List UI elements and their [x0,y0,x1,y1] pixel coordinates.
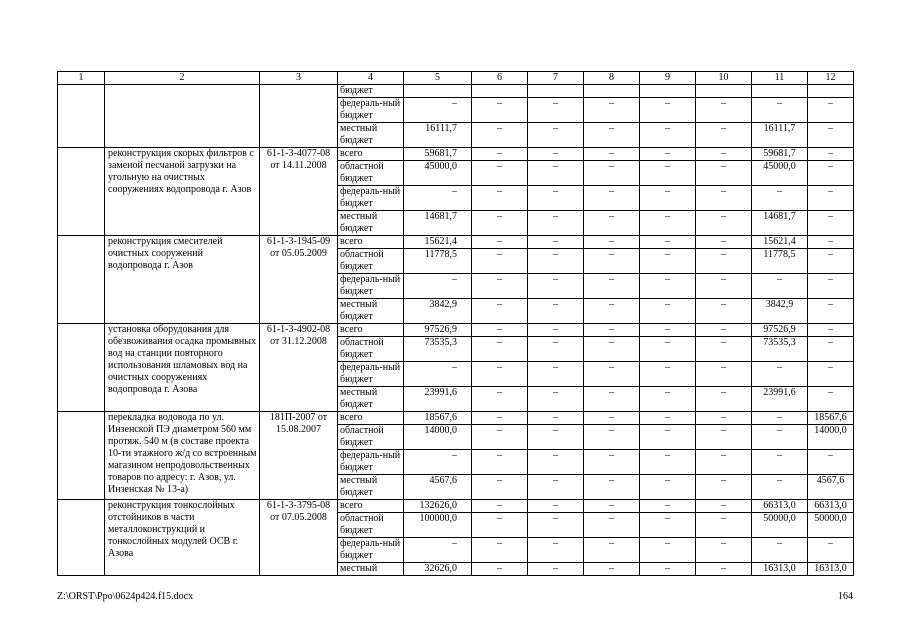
index-cell [58,412,105,500]
value-cell: – [808,387,854,412]
value-cell: – [528,563,584,576]
funding-source: областной бюджет [338,337,404,362]
value-cell: – [404,362,472,387]
value-cell: – [472,186,528,211]
value-cell: 16111,7 [752,123,808,148]
value-cell [528,85,584,98]
value-cell: – [640,236,696,249]
value-cell: 11778,5 [752,249,808,274]
funding-source: областной бюджет [338,249,404,274]
value-cell: 66313,0 [752,500,808,513]
value-cell: 73535,3 [752,337,808,362]
value-cell: – [584,337,640,362]
value-cell: – [528,186,584,211]
value-cell: – [472,538,528,563]
value-cell: – [640,450,696,475]
value-cell: 100000,0 [404,513,472,538]
column-number: 6 [472,72,528,85]
value-cell: – [640,337,696,362]
value-cell: – [472,324,528,337]
value-cell: – [528,324,584,337]
value-cell: – [640,500,696,513]
value-cell: 4567,6 [404,475,472,500]
value-cell: – [404,98,472,123]
value-cell: – [584,186,640,211]
value-cell: – [752,186,808,211]
value-cell: – [808,148,854,161]
value-cell: – [528,249,584,274]
value-cell: – [528,362,584,387]
value-cell: – [528,98,584,123]
value-cell: – [528,513,584,538]
value-cell: – [584,123,640,148]
value-cell [584,85,640,98]
value-cell: – [640,563,696,576]
object-name: перекладка водовода по ул. Инзенской ПЭ диаметром 560 мм протяж. 540 м (в составе проекта 10-ти этажного ж/д со встроенным магазином непродовольственных товаров по адресу: г. Азов, ул. Инзенская № 13-а) [105,412,260,500]
index-cell [58,236,105,324]
funding-source: федераль-ный бюджет [338,274,404,299]
value-cell: 59681,7 [752,148,808,161]
value-cell: – [528,236,584,249]
value-cell: – [808,98,854,123]
value-cell: 50000,0 [752,513,808,538]
value-cell: – [752,362,808,387]
value-cell: – [696,123,752,148]
value-cell: 59681,7 [404,148,472,161]
value-cell: 14000,0 [808,425,854,450]
value-cell: – [528,274,584,299]
index-cell [58,148,105,236]
value-cell: – [584,500,640,513]
value-cell: – [528,425,584,450]
value-cell: – [696,148,752,161]
column-number: 9 [640,72,696,85]
funding-source: всего [338,324,404,337]
value-cell: – [472,236,528,249]
value-cell: – [808,186,854,211]
value-cell: – [472,98,528,123]
value-cell: – [640,211,696,236]
value-cell: – [640,249,696,274]
file-path: Z:\ORST\Ppo\0624p424.f15.docx [57,591,194,602]
value-cell: – [808,337,854,362]
funding-source: федераль-ный бюджет [338,362,404,387]
value-cell: – [584,563,640,576]
value-cell: – [640,274,696,299]
value-cell: – [472,211,528,236]
value-cell: – [584,538,640,563]
value-cell: – [696,98,752,123]
value-cell: – [404,538,472,563]
object-name: реконструкция смесителей очистных сооружений водопровода г. Азов [105,236,260,324]
value-cell: – [472,299,528,324]
value-cell: – [584,450,640,475]
column-number: 12 [808,72,854,85]
value-cell: – [696,500,752,513]
funding-source: всего [338,412,404,425]
column-number: 7 [528,72,584,85]
column-number: 1 [58,72,105,85]
project-code: 181П-2007 от 15.08.2007 [260,412,338,500]
value-cell: – [528,161,584,186]
value-cell: – [472,513,528,538]
value-cell: – [472,337,528,362]
column-number: 10 [696,72,752,85]
value-cell: 97526,9 [752,324,808,337]
funding-source: областной бюджет [338,513,404,538]
page-number: 164 [838,591,853,602]
header-row [58,72,854,85]
project-code: 61-1-3-1945-09 от 05.05.2009 [260,236,338,324]
table-row [58,500,854,513]
project-code: 61-1-3-4902-08 от 31.12.2008 [260,324,338,412]
value-cell: – [472,274,528,299]
value-cell: – [640,425,696,450]
value-cell: – [584,211,640,236]
value-cell: 14681,7 [404,211,472,236]
value-cell: – [584,513,640,538]
column-number: 5 [404,72,472,85]
object-name-cell [105,85,260,148]
value-cell: – [808,362,854,387]
value-cell [640,85,696,98]
value-cell: – [472,161,528,186]
value-cell: – [640,387,696,412]
budget-table [57,71,854,576]
value-cell: – [472,249,528,274]
funding-source: местный бюджет [338,475,404,500]
value-cell: 45000,0 [752,161,808,186]
value-cell: – [752,475,808,500]
value-cell: – [640,324,696,337]
value-cell: 16313,0 [752,563,808,576]
value-cell: – [808,538,854,563]
value-cell: 32626,0 [404,563,472,576]
value-cell: – [528,412,584,425]
funding-source: федераль-ный бюджет [338,186,404,211]
funding-source: областной бюджет [338,425,404,450]
value-cell: 14000,0 [404,425,472,450]
value-cell: – [640,123,696,148]
column-number: 2 [105,72,260,85]
value-cell: – [696,161,752,186]
value-cell: – [696,538,752,563]
value-cell: – [528,475,584,500]
value-cell: – [528,148,584,161]
value-cell: – [808,324,854,337]
value-cell: – [808,450,854,475]
table-row [58,324,854,337]
value-cell: – [696,274,752,299]
funding-source: местный бюджет [338,387,404,412]
value-cell: – [696,337,752,362]
value-cell: – [696,236,752,249]
value-cell: – [528,299,584,324]
table-row [58,85,854,98]
funding-source: бюджет [338,85,404,98]
value-cell: – [696,299,752,324]
value-cell: – [808,211,854,236]
value-cell: – [696,211,752,236]
value-cell: – [528,500,584,513]
value-cell: – [584,412,640,425]
column-number: 11 [752,72,808,85]
value-cell: 16111,7 [404,123,472,148]
value-cell: – [640,513,696,538]
value-cell: 14681,7 [752,211,808,236]
value-cell: – [472,475,528,500]
value-cell: – [808,236,854,249]
value-cell: – [696,513,752,538]
value-cell: – [808,123,854,148]
funding-source: областной бюджет [338,161,404,186]
index-cell [58,324,105,412]
funding-source: всего [338,236,404,249]
table-row [58,236,854,249]
value-cell: – [528,123,584,148]
value-cell: – [808,299,854,324]
table-row [58,412,854,425]
value-cell: – [404,186,472,211]
value-cell: – [584,475,640,500]
value-cell [752,85,808,98]
value-cell: – [696,563,752,576]
value-cell: – [528,387,584,412]
value-cell: – [472,500,528,513]
value-cell: – [584,387,640,412]
value-cell: – [404,274,472,299]
index-cell [58,500,105,576]
funding-source: федераль-ный бюджет [338,98,404,123]
value-cell: – [640,98,696,123]
value-cell [808,85,854,98]
value-cell: – [584,161,640,186]
value-cell: 18567,6 [808,412,854,425]
value-cell: – [696,475,752,500]
value-cell: – [752,98,808,123]
funding-source: федераль-ный бюджет [338,538,404,563]
value-cell: – [696,425,752,450]
value-cell: 97526,9 [404,324,472,337]
value-cell: 15621,4 [752,236,808,249]
value-cell: – [640,148,696,161]
value-cell: – [584,324,640,337]
funding-source: местный бюджет [338,211,404,236]
project-code: 61-1-3-3795-08 от 07.05.2008 [260,500,338,576]
object-name: реконструкция скорых фильтров с заменой песчаной загрузки на угольную на очистных сооружениях водопровода г. Азов [105,148,260,236]
funding-source: всего [338,500,404,513]
value-cell: – [696,412,752,425]
value-cell: – [584,425,640,450]
value-cell: – [752,450,808,475]
value-cell: 66313,0 [808,500,854,513]
value-cell: 73535,3 [404,337,472,362]
value-cell: – [584,362,640,387]
value-cell: – [640,362,696,387]
value-cell: – [752,412,808,425]
value-cell: – [640,299,696,324]
value-cell: – [584,249,640,274]
value-cell: – [528,450,584,475]
value-cell: – [640,161,696,186]
value-cell: – [696,362,752,387]
value-cell: 23991,6 [404,387,472,412]
value-cell: 3842,9 [404,299,472,324]
value-cell: – [752,538,808,563]
value-cell: – [696,450,752,475]
funding-source: местный [338,563,404,576]
value-cell: – [584,299,640,324]
value-cell: – [696,186,752,211]
value-cell: – [808,274,854,299]
object-name: установка оборудования для обезвоживания осадка промывных вод на станции повторного использования шламовых вод на очистных сооружениях водопровода г. Азова [105,324,260,412]
value-cell: 18567,6 [404,412,472,425]
value-cell: – [808,249,854,274]
value-cell: 15621,4 [404,236,472,249]
value-cell: 50000,0 [808,513,854,538]
value-cell: – [472,387,528,412]
value-cell [696,85,752,98]
value-cell: – [472,563,528,576]
value-cell: – [528,211,584,236]
column-number: 4 [338,72,404,85]
value-cell: – [752,425,808,450]
table-row [58,148,854,161]
column-number: 3 [260,72,338,85]
value-cell: – [696,387,752,412]
value-cell: – [528,337,584,362]
funding-source: всего [338,148,404,161]
value-cell: 45000,0 [404,161,472,186]
value-cell: – [640,186,696,211]
value-cell [472,85,528,98]
value-cell: – [696,249,752,274]
value-cell: – [404,450,472,475]
value-cell: 132626,0 [404,500,472,513]
value-cell: – [640,412,696,425]
object-name: реконструкция тонкослойных отстойников в части металлоконструкций и тонкослойных модулей ОСВ г. Азова [105,500,260,576]
funding-source: местный бюджет [338,299,404,324]
value-cell: – [808,161,854,186]
value-cell: – [640,475,696,500]
value-cell: 3842,9 [752,299,808,324]
value-cell: – [584,148,640,161]
value-cell: – [640,538,696,563]
value-cell: – [472,412,528,425]
funding-source: местный бюджет [338,123,404,148]
value-cell: 11778,5 [404,249,472,274]
value-cell: – [528,538,584,563]
value-cell: 23991,6 [752,387,808,412]
project-code: 61-1-3-4077-08 от 14.11.2008 [260,148,338,236]
value-cell: – [584,236,640,249]
value-cell: – [696,324,752,337]
value-cell: – [584,274,640,299]
value-cell: – [472,425,528,450]
value-cell: – [472,123,528,148]
value-cell: – [472,148,528,161]
value-cell: – [472,362,528,387]
value-cell: – [472,450,528,475]
value-cell: 16313,0 [808,563,854,576]
column-number: 8 [584,72,640,85]
value-cell: – [584,98,640,123]
project-code-cell [260,85,338,148]
value-cell: 4567,6 [808,475,854,500]
value-cell: – [752,274,808,299]
index-cell [58,85,105,148]
value-cell [404,85,472,98]
funding-source: федераль-ный бюджет [338,450,404,475]
